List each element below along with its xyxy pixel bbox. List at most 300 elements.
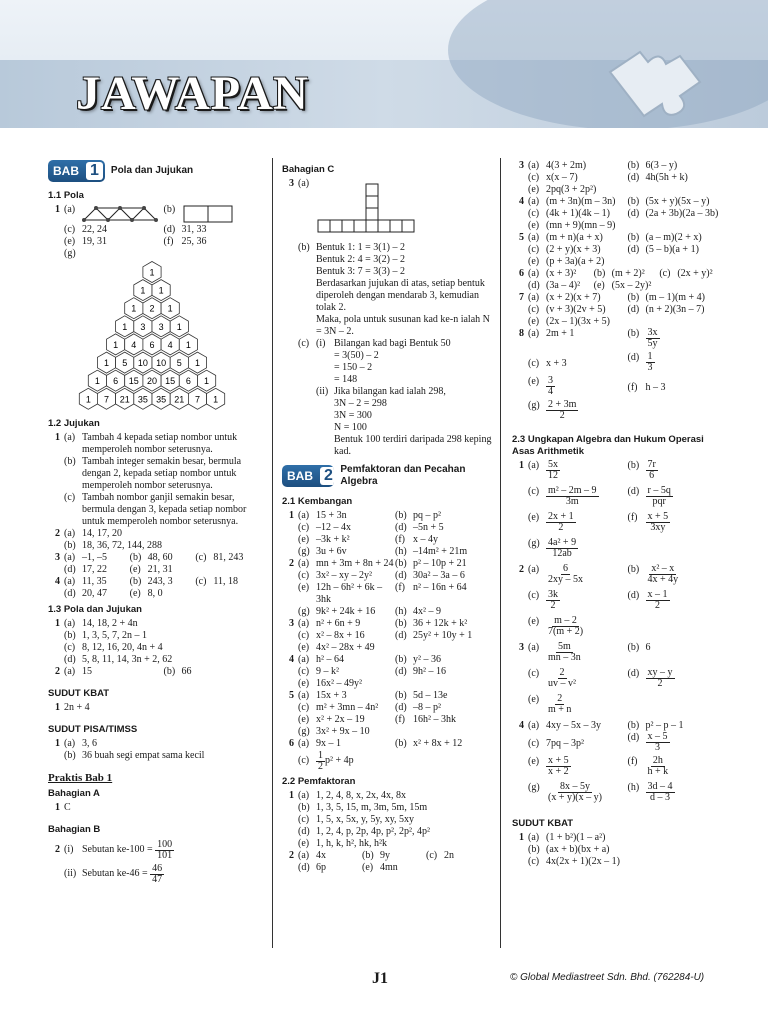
pascal-value: 10 (156, 358, 167, 369)
answer-item (395, 546, 492, 558)
section-1-3: 1.3 Pola dan Jujukan (48, 604, 142, 615)
answer: x – 4y (413, 534, 438, 545)
item-label: (f) (627, 512, 638, 523)
answer-item (298, 690, 395, 702)
fraction: $\frac{\text{4a² + 9}}{12ab}$ (548, 537, 577, 559)
item-label: (d) (627, 208, 640, 219)
bahagian-c-heading: Bahagian C (282, 164, 335, 175)
answer-item (528, 486, 628, 512)
answer-item (594, 280, 660, 292)
item-label: (e) (593, 280, 605, 291)
fraction: $\frac{2}{m + n}$ (548, 693, 572, 715)
column-divider-1 (272, 158, 273, 948)
answer-item (528, 196, 628, 208)
answer: (2 + y)(x + 3) (546, 244, 601, 255)
answer: 20, 47 (82, 588, 107, 599)
item-label: (d) (627, 172, 640, 183)
item-label: (g) (298, 726, 310, 737)
answer: (4k + 1)(4k – 1) (546, 208, 610, 219)
bab1-word: BAB (53, 164, 79, 178)
section-2-2: 2.2 Pemfaktoran (282, 776, 356, 787)
fraction: $\frac{100}{101}$ (157, 838, 173, 861)
answer-item (528, 564, 628, 590)
answer: (m + 3n)(m – 3n) (546, 196, 616, 207)
answer-item (528, 244, 628, 256)
bab2-tag (282, 465, 334, 487)
fraction: $\frac{2h}{h + k}$ (647, 755, 669, 777)
answer: (2x – 1)(3x + 5) (546, 316, 610, 327)
answer: = 3(50) – 2 (334, 350, 379, 361)
answer: 19, 31 (82, 236, 107, 247)
fraction: $\frac{2}{\text{uv – v²}}$ (548, 667, 576, 689)
answer: (m + 2)² (611, 268, 645, 279)
answer: 81, 243 (213, 552, 244, 563)
answer: 31, 33 (181, 224, 207, 235)
item-label: (d) (298, 826, 310, 837)
pascal-value: 1 (140, 285, 146, 296)
pascal-value: 15 (165, 376, 176, 387)
answer: Bilangan kad bagi Bentuk 50 (334, 338, 451, 349)
answer-item (298, 546, 395, 558)
bahagian-b-heading: Bahagian B (48, 824, 101, 835)
answer: 2pq(3 + 2p²) (546, 184, 597, 195)
answer: Sebutan ke-46 = (82, 868, 148, 879)
answer: 66 (181, 666, 192, 677)
answer: Maka, pola untuk susunan kad ke-n ialah N = 3N – 2. (316, 314, 490, 337)
item-label: (a) (298, 618, 310, 629)
answer: 3N – 2 = 298 (334, 398, 387, 409)
item-label: (a) (298, 654, 310, 665)
answer-item (628, 304, 728, 316)
answer: 1, 5, x, 5x, y, 5y, xy, 5xy (316, 814, 415, 825)
pascal-value: 21 (119, 394, 130, 405)
pascal-value: 1 (131, 303, 137, 314)
item-label: (a) (528, 232, 540, 243)
fraction: $\frac{r - 5q}{\text{pqr}}$ (647, 485, 671, 507)
answer: (a – m)(2 + x) (645, 232, 702, 243)
answer: x² – 8x + 16 (316, 630, 365, 641)
item-label: (c) (528, 304, 540, 315)
answer-item (628, 486, 728, 512)
item-label: (a) (298, 690, 310, 701)
answer: 7pq – 3p² (546, 738, 584, 749)
answer: 15 (82, 666, 92, 677)
answer: 25, 36 (181, 236, 207, 247)
answer: Bentuk 1: 1 = 3(1) – 2 (316, 242, 405, 253)
fraction: $\frac{xy - y}{2}$ (647, 667, 673, 689)
sudut-kbat-heading: SUDUT KBAT (48, 688, 110, 699)
answer-item (528, 256, 628, 268)
item-label: (a) (528, 196, 540, 207)
answer-item (528, 590, 628, 616)
answer-item (528, 280, 594, 292)
answer: 36 + 12k + k² (413, 618, 468, 629)
item-label: (e) (298, 642, 310, 653)
answer-item (528, 756, 628, 782)
answer: 11, 35 (82, 576, 107, 587)
item-label: (a) (528, 642, 540, 653)
answer: (n + 2)(3n – 7) (645, 304, 705, 315)
item-label: (e) (528, 694, 540, 705)
answer-item (628, 208, 728, 220)
item-label: (c) (298, 666, 310, 677)
answer: = 148 (334, 374, 358, 385)
bab2-heading (282, 464, 492, 488)
answer-item (528, 616, 628, 642)
answer-item (298, 618, 395, 630)
item-label: (b) (627, 642, 640, 653)
answer: h² – 64 (316, 654, 344, 665)
fraction: $\frac{8x - 5y}{(x + y)(x - y)}$ (548, 781, 602, 803)
answer-item (628, 756, 728, 782)
item-label: (b) (395, 510, 407, 521)
answer-item (395, 522, 492, 534)
answer-item (628, 460, 728, 486)
item-label: (e) (298, 678, 310, 689)
answer: Bentuk 2: 4 = 3(2) – 2 (316, 254, 405, 265)
answer-item (528, 316, 628, 328)
item-label: (b) (627, 564, 640, 575)
answer-item (395, 666, 492, 678)
item-label: (d) (627, 304, 640, 315)
answer-item (528, 304, 628, 316)
column-divider-2 (500, 158, 501, 948)
answer-item (628, 668, 728, 694)
answer: h – 3 (645, 382, 666, 393)
item-label: (c) (298, 702, 310, 713)
answer: 1, h, k, h², hk, h²k (316, 838, 387, 849)
answer-item (395, 558, 492, 570)
answer: Tambah nombor ganjil semakin besar, bermula dengan 3, kepada setiap nombor untuk memperoleh nombor seterusnya. (82, 492, 247, 527)
pascal-value: 1 (104, 358, 110, 369)
pascal-value: 1 (94, 376, 100, 387)
answer: 2n + 4 (64, 702, 90, 713)
answer: x(x – 7) (546, 172, 578, 183)
answer: (p + 3a)(a + 2) (546, 256, 605, 267)
item-label: (c) (528, 486, 540, 497)
page-title: JAWAPAN (76, 67, 309, 120)
answer-item (628, 196, 728, 208)
answer-item (298, 714, 395, 726)
answer: (5x + y)(5x – y) (645, 196, 710, 207)
item-label: (a) (298, 558, 310, 569)
pascal-value: 35 (156, 394, 167, 405)
answer: 14, 18, 2 + 4n (82, 618, 138, 629)
item-label: (d) (627, 244, 640, 255)
item-label: (a) (298, 790, 310, 801)
answer-item (528, 668, 628, 694)
item-label: (a) (528, 268, 540, 279)
item-label: (c) (298, 570, 310, 581)
sudut-pisa-heading: SUDUT PISA/TIMSS (48, 724, 138, 735)
answer: 9k² + 24k + 16 (316, 606, 376, 617)
answer-item (298, 702, 395, 714)
answer-item (528, 160, 628, 172)
answer: = 150 – 2 (334, 362, 373, 373)
bab1-title: Pola dan Jujukan (110, 165, 194, 176)
column-1: BAB 1 Pola dan Jujukan 1.1 Pola 1 (a) (b) (c) 22, 24 (d) 31, 33 (e) 19, 31 (f) 25, 36 (g) 1 1 1 1 2 1 1 3 3 1 1 4 6 4 1 1 5 10 10 5 1 1 6 15 20 15 6 1 1 7 21 35 35 21 7 1 1.2 Jujukan 1 (a) Tambah 4 kepada setiap nombor untuk memperoleh nombor seterusnya. (b) Tambah integer semakin besar, bermula dengan 2, kepada setiap nombor untuk memperoleh nombor seterusnya. (c) Tambah nombor ganjil semakin besar, bermula dengan 3, kepada setiap nombor untuk memperoleh nombor seterusnya. 2 (a) 14, 17, 20 (b) 18, 36, 72, 144, 288 3 (a) –1, –5 (b) 48, 60 (c) 81, 243 (d) 17, 22 (e) 21, 31 4 (a) 11, 35 (b) 243, 3 (c) 11, 18 (d) 20, 47 (e) 8, 0 1.3 Pola dan Jujukan 1 (a) 14, 18, 2 + 4n (b) 1, 3, 5, 7, 2n – 1 (c) 8, 12, 16, 20, 4n + 4 (d) 5, 8, 11, 14, 3n + 2, 62 2 (a) 15 (b) 66 SUDUT KBAT 1 2n + 4 SUDUT PISA/TIMSS 1 (a) 3, 6 (b) 36 buah segi empat sama kecil Praktis Bab 1 Bahagian A 1 C Bahagian B 2 (i) Sebutan ke-100 = $\frac{100}{101}$ (ii) Sebutan ke-46 = $\frac{46}{47}$ (48, 160, 263, 886)
answer: Sebutan ke-100 = (82, 844, 153, 855)
answer-item (395, 654, 492, 666)
column-3: 3 (a) 4(3 + 2m) (b) 6(3 – y) (c) x(x – 7) (d) 4h(5h + k) (e) 2pq(3 + 2p²) 4 (a) (m + 3n)(m – 3n) (b) (5x + y)(5x – y) (c) (4k + 1)(4k – 1) (d) (2a + 3b)(2a – 3b) (e) (mn + 9)(mn – 9) 5 (a) (m + n)(a + x) (b) (a – m)(2 + x) (c) (2 + y)(x + 3) (d) (5 – b)(a + 1) (e) (p + 3a)(a + 2) 6 (a) (x + 3)² (b) (m + 2)² (c) (2x + y)² (d) (3a – 4)² (e) (5x – 2y)² 7 (a) (x + 2)(x + 7) (b) (m – 1)(m + 4) (c) (v + 3)(2v + 5) (d) (n + 2)(3n – 7) (e) (2x – 1)(3x + 5) 8 (a) 2m + 1 (b) $\frac{3x}{5y}$ (c) x + 3 (d) $\frac{1}{3}$ (e) $\frac{3}{4}$ (f) h – 3 (g) $\frac{2 + 3m}{2}$ 2.3 Ungkapan Algebra dan Hukum Operasi Asas Arithmetik 1 (a) $\frac{5x}{12}$ (b) $\frac{7r}{6}$ (c) $\frac{\text{m² – 2m – 9}}{3m}$ (d) $\frac{r - 5q}{\text{pqr}}$ (e) $\frac{2x + 1}{2}$ (f) $\frac{x + 5}{3xy}$ (g) $\frac{\text{4a² + 9}}{12ab}$ 2 (a) $\frac{6}{2xy - 5x}$ (b) $\frac{\text{x² – x}}{4x + 4y}$ (c) $\frac{3k}{2}$ (d) $\frac{x - 1}{2}$ (e) $\frac{m - 2}{7(m + 2)}$ 3 (a) $\frac{5m}{mn - 3n}$ (b) 6 (c) $\frac{2}{\text{uv – v²}}$ (d) $\frac{xy - y}{2}$ (e) $\frac{2}{m + n}$ 4 (a) 4xy – 5x – 3y (b) p² – p – 1 (c) 7pq – 3p² (d) $\frac{x - 5}{3}$ (e) $\frac{x + 5}{x + 2}$ (f) $\frac{2h}{h + k}$ (g) $\frac{8x - 5y}{(x + y)(x - y)}$ (h) $\frac{3d - 4}{d - 3}$ SUDUT KBAT 1 (a) (1 + b²)(1 – a²) (b) (ax + b)(bx + a) (c) 4x(2x + 1)(2x – 1) (512, 160, 727, 868)
fraction: $\frac{2x + 1}{2}$ (548, 511, 574, 533)
pascal-value: 15 (128, 376, 139, 387)
pascal-value: 3 (158, 321, 164, 332)
item-label: (e) (528, 184, 540, 195)
answer: x² + 2x – 19 (316, 714, 365, 725)
answer: 3x² – xy – 2y² (316, 570, 372, 581)
pascal-value: 10 (137, 358, 148, 369)
item-label: (b) (627, 292, 640, 303)
item-label: (b) (627, 160, 640, 171)
item-label: (c) (298, 814, 310, 825)
answer: 25y² + 10y + 1 (413, 630, 473, 641)
fraction: $\frac{5x}{12}$ (548, 459, 558, 481)
item-label: (b) (627, 196, 640, 207)
answer-item (528, 208, 628, 220)
pascal-value: 1 (176, 321, 182, 332)
answer: n² – 16n + 64 (413, 582, 467, 593)
bab2-number: 2 (320, 467, 334, 485)
bab2-word: BAB (287, 469, 313, 483)
answer-item (628, 564, 728, 590)
answer: 15x + 3 (316, 690, 347, 701)
answer: m² + 3mn – 4n² (316, 702, 379, 713)
answer: N = 100 (334, 422, 367, 433)
column-2: Bahagian C 3 (a) (b) Bentuk 1: 1 = 3(1) – 2 Bentuk 2: 4 = 3(2) – 2 Bentuk 3: 7 = 3(3) – 2 Berdasarkan jujukan di atas, setiap bentuk diperoleh dengan mendarab 3, kemudian tolak 2. Maka, pola untuk susunan kad ke-n ialah N = 3N – 2. (c) (i) Bilangan kad bagi Bentuk 50 = 3(50) – 2 = 150 – 2 = 148 (ii) Jika bilangan kad ialah 298, 3N – 2 = 298 3N = 300 N = 100 Bentuk 100 terdiri daripada 298 keping kad. BAB 2 Pemfaktoran dan Pecahan Algebra 2.1 Kembangan 1 (a) 15 + 3n (b) pq – p² (c) –12 – 4x (d) –5n + 5 (e) –3k + k² (f) x – 4y (g) 3u + 6v (h) –14m² + 21m 2 (a) mn + 3m + 8n + 24 (b) p² – 10p + 21 (c) 3x² – xy – 2y² (d) 30a² – 3a – 6 (e) 12h – 6h² + 6k – 3hk (f) n² – 16n + 64 (g) 9k² + 24k + 16 (h) 4x² – 9 3 (a) n² + 6n + 9 (b) 36 + 12k + k² (c) x² – 8x + 16 (d) 25y² + 10y + 1 (e) 4x² – 28x + 49 4 (a) h² – 64 (b) y² – 36 (c) 9 – k² (d) 9h² – 16 (e) 16x² – 49y² 5 (a) 15x + 3 (b) 5d – 13e (c) m² + 3mn – 4n² (d) –8 – p² (e) x² + 2x – 19 (f) 16h² – 3hk (g) 3x² + 9x – 10 6 (a) 9x – 1 (b) x² + 8x + 12 (c) $\frac{1}{2}$ p² + 4p 2.2 Pemfaktoran 1 (a) 1, 2, 4, 8, x, 2x, 4x, 8x (b) 1, 3, 5, 15, m, 3m, 5m, 15m (c) 1, 5, x, 5x, y, 5y, xy, 5xy (d) 1, 2, 4, p, 2p, 4p, p², 2p², 4p² (e) 1, h, k, h², hk, h²k 2 (a) 4x (b) 9y (c) 2n (d) 6p (e) 4mn (282, 164, 492, 873)
answer: 11, 18 (213, 576, 238, 587)
answer: 9y (380, 850, 391, 861)
item-label: (c) (298, 630, 310, 641)
pascal-value: 7 (194, 394, 200, 405)
section-2-3: 2.3 Ungkapan Algebra dan Hukum Operasi Asas Arithmetik (512, 434, 704, 457)
answer-item (628, 232, 728, 244)
fraction: $\frac{5m}{mn - 3n}$ (548, 641, 581, 663)
header-banner (0, 0, 768, 128)
fraction: $\frac{6}{2xy - 5x}$ (548, 563, 583, 585)
answer: Berdasarkan jujukan di atas, setiap bentuk diperoleh dengan mendarab 3, kemudian tolak 2. (316, 278, 485, 313)
item-label: (d) (395, 570, 407, 581)
item-label: (a) (298, 510, 310, 521)
answer: 4h(5h + k) (645, 172, 688, 183)
answer-item (528, 184, 628, 196)
pascal-value: 1 (167, 303, 173, 314)
item-label: (f) (395, 582, 405, 593)
answer: mn + 3m + 8n + 24 (316, 558, 394, 569)
answer-item (528, 292, 628, 304)
card-arrangement-figure (316, 182, 426, 242)
pascal-value: 1 (194, 358, 200, 369)
answer: n² + 6n + 9 (316, 618, 361, 629)
answer: y² – 36 (413, 654, 441, 665)
answer: (x + 3)² (546, 268, 577, 279)
answer-item (395, 534, 492, 546)
answer: C (64, 802, 71, 813)
item-label: (e) (528, 756, 540, 767)
item-label: (b) (395, 618, 407, 629)
item-label: (c) (528, 668, 540, 679)
answer: Bentuk 100 terdiri daripada 298 keping kad. (334, 434, 492, 457)
answer: 3, 6 (82, 738, 97, 749)
pascal-value: 1 (204, 376, 210, 387)
answer: –8 – p² (413, 702, 441, 713)
answer-item (395, 618, 492, 630)
bab2-title: Pemfaktoran dan Pecahan Algebra (340, 464, 466, 487)
item-label: (d) (627, 486, 640, 497)
answer: (1 + b²)(1 – a²) (546, 832, 606, 843)
section-1-1: 1.1 Pola (48, 190, 84, 201)
answer: 6p (316, 862, 326, 873)
pascal-value: 6 (149, 339, 155, 350)
section-1-2: 1.2 Jujukan (48, 418, 100, 429)
answer-item (298, 802, 492, 814)
answer: 3N = 300 (334, 410, 372, 421)
item-label: (b) (627, 460, 640, 471)
pascal-value: 1 (85, 394, 91, 405)
answer: (2a + 3b)(2a – 3b) (645, 208, 719, 219)
item-label: (g) (298, 606, 310, 617)
item-label: (c) (528, 172, 540, 183)
item-label: (b) (395, 654, 407, 665)
pascal-value: 5 (176, 358, 182, 369)
item-label: (b) (395, 690, 407, 701)
answer: 3u + 6v (316, 546, 347, 557)
item-label: (e) (528, 220, 540, 231)
answer: (m + n)(a + x) (546, 232, 603, 243)
pascal-value: 5 (122, 358, 128, 369)
answer-item (298, 654, 395, 666)
item-label: (a) (528, 292, 540, 303)
answer: (ax + b)(bx + a) (546, 844, 610, 855)
fraction: $\frac{\text{m² – 2m – 9}}{3m}$ (548, 485, 597, 507)
answer: Jika bilangan kad ialah 298, (334, 386, 446, 397)
answer: 3x² + 9x – 10 (316, 726, 370, 737)
item-label: (e) (298, 714, 310, 725)
item-label: (d) (395, 630, 407, 641)
fraction: $\frac{x - 5}{3}$ (647, 731, 668, 753)
item-label: (f) (395, 714, 405, 725)
item-label: (a) (528, 564, 540, 575)
sudut-kbat-heading: SUDUT KBAT (512, 818, 574, 829)
item-label: (c) (528, 590, 540, 601)
item-label: (b) (593, 268, 606, 279)
answer: 14, 17, 20 (82, 528, 122, 539)
pascal-value: 4 (167, 339, 173, 350)
answer: 36 buah segi empat sama kecil (82, 750, 205, 761)
answer-item (628, 642, 728, 668)
answer: x² + 8x + 12 (413, 738, 463, 749)
item-label: (e) (528, 512, 540, 523)
fraction: $\frac{x + 5}{x + 2}$ (548, 755, 569, 777)
answer: 1, 3, 5, 15, m, 3m, 5m, 15m (316, 802, 428, 813)
answer-item (659, 268, 725, 280)
answer-item (395, 630, 492, 642)
answer: Bentuk 3: 7 = 3(3) – 2 (316, 266, 405, 277)
answer: (5 – b)(a + 1) (645, 244, 699, 255)
item-label: (e) (528, 616, 540, 627)
answer-item (528, 232, 628, 244)
answer: (3a – 4)² (546, 280, 581, 291)
fraction: $\frac{3d - 4}{d - 3}$ (647, 781, 673, 803)
item-label: (d) (395, 702, 407, 713)
answer: 8, 12, 16, 20, 4n + 4 (82, 642, 163, 653)
answer: 4xy – 5x – 3y (546, 720, 601, 731)
answer-item (395, 690, 492, 702)
fraction: $\frac{x - 1}{2}$ (647, 589, 668, 611)
answer: (v + 3)(2v + 5) (546, 304, 606, 315)
item-label: (h) (395, 546, 407, 557)
answer-item (298, 582, 395, 606)
fraction: $\frac{3x}{5y}$ (647, 327, 658, 349)
answer: 4x (316, 850, 326, 861)
item-label: (d) (395, 522, 407, 533)
question-number: 1 (55, 204, 60, 215)
answer: 9h² – 16 (413, 666, 446, 677)
answer-item (395, 714, 492, 726)
answer: p² – p – 1 (645, 720, 684, 731)
answer: –3k + k² (316, 534, 350, 545)
item-label: (e) (298, 582, 310, 593)
answer-item (298, 642, 395, 654)
answer: –5n + 5 (413, 522, 444, 533)
answer: 30a² – 3a – 6 (413, 570, 465, 581)
answer-item (628, 292, 728, 304)
answer-item (298, 814, 492, 826)
answer: 5, 8, 11, 14, 3n + 2, 62 (82, 654, 173, 665)
fraction: $\frac{x + 5}{3xy}$ (647, 511, 669, 533)
question-1-1 (48, 204, 263, 224)
item-label: (e) (528, 256, 540, 267)
answer: (mn + 9)(mn – 9) (546, 220, 616, 231)
pascal-value: 7 (104, 394, 110, 405)
fraction: $\frac{3}{4}$ (548, 375, 553, 397)
answer-item (395, 702, 492, 714)
answer: (5x – 2y)² (611, 280, 652, 291)
answer-item (594, 268, 660, 280)
answer: (m – 1)(m + 4) (645, 292, 706, 303)
section-2-1: 2.1 Kembangan (282, 496, 353, 507)
answer-item (628, 782, 728, 808)
answer: 1, 3, 5, 7, 2n – 1 (82, 630, 147, 641)
answer: –12 – 4x (316, 522, 351, 533)
answer-item (628, 172, 728, 184)
answer-item (298, 726, 395, 738)
pascal-value: 3 (140, 321, 146, 332)
item-label: (d) (627, 668, 640, 679)
puzzle-icon (600, 32, 710, 122)
pascal-value: 20 (146, 376, 158, 387)
answer: p² + 4p (325, 755, 354, 766)
answer-item (395, 582, 492, 606)
fraction: $\frac{7r}{6}$ (647, 459, 656, 481)
item-label: (e) (298, 534, 310, 545)
item-label: (c) (659, 268, 671, 279)
item-label: (e) (528, 316, 540, 327)
answer-item (528, 642, 628, 668)
answer: 4(3 + 2m) (546, 160, 587, 171)
pascal-value: 1 (113, 339, 119, 350)
label: (b) (163, 204, 176, 215)
answer-item (528, 172, 628, 184)
answer: 1, 2, 4, p, 2p, 4p, p², 2p², 4p² (316, 826, 430, 837)
answer: 9 – k² (316, 666, 339, 677)
item-label: (c) (528, 208, 540, 219)
answer: 4x(2x + 1)(2x – 1) (546, 856, 620, 867)
answer: 16x² – 49y² (316, 678, 362, 689)
fraction: $\frac{2 + 3m}{2}$ (548, 399, 577, 421)
answer: –14m² + 21m (413, 546, 468, 557)
answer-item (298, 678, 395, 690)
